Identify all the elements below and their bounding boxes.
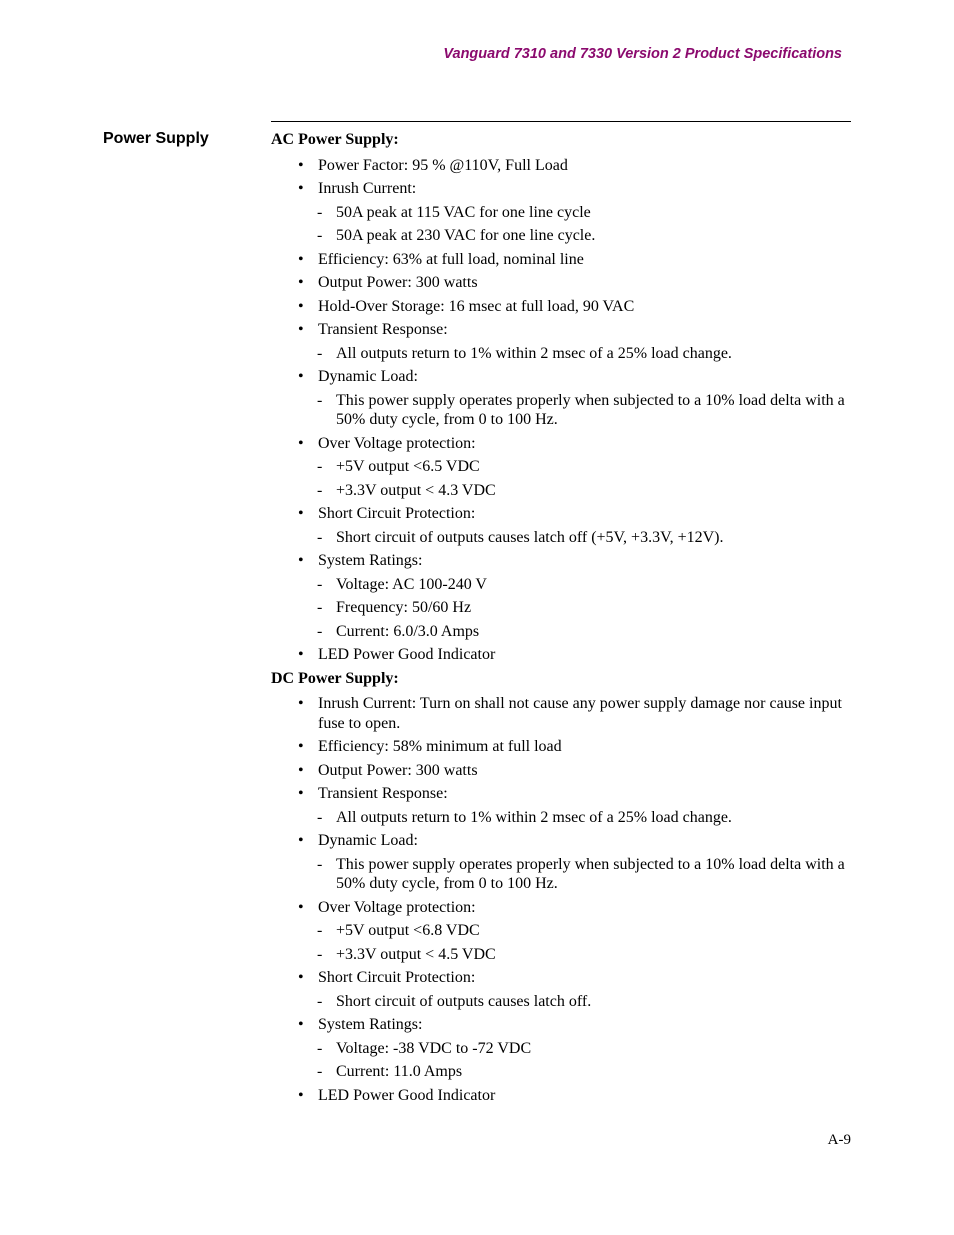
running-header-title: Vanguard 7310 and 7330 Version 2 Product Specifications (443, 46, 842, 62)
spec-subitem (271, 808, 851, 828)
spec-item-row (271, 968, 851, 988)
bullet-icon: • (298, 505, 304, 522)
spec-item-text: Hold-Over Storage: 16 msec at full load, 90 VAC (318, 297, 635, 315)
dash-icon: - (317, 599, 323, 616)
spec-item (271, 504, 851, 547)
spec-sublist (271, 344, 851, 364)
section-label: Power Supply (103, 130, 209, 147)
spec-item (271, 737, 851, 757)
spec-sublist (271, 457, 851, 500)
bullet-icon: • (298, 785, 304, 802)
spec-item (271, 434, 851, 501)
dash-icon: - (317, 528, 323, 546)
spec-item (271, 179, 851, 246)
spec-item (271, 1086, 851, 1106)
spec-item (271, 320, 851, 363)
bullet-icon: • (298, 898, 304, 916)
spec-subitem (271, 391, 851, 430)
spec-item (271, 551, 851, 641)
spec-subitem (271, 457, 851, 477)
spec-subitem-text: All outputs return to 1% within 2 msec of a 25% load change. (336, 808, 732, 826)
spec-subitem-text: This power supply operates properly when subjected to a 10% load delta with a 50% duty cycle, from 0 to 100 Hz. (336, 855, 845, 892)
spec-sublist (271, 992, 851, 1012)
bullet-icon: • (298, 250, 304, 268)
spec-item-text: Over Voltage protection: (318, 434, 476, 452)
spec-item-row (271, 179, 851, 199)
spec-item-text: LED Power Good Indicator (318, 646, 496, 663)
dash-icon: - (317, 808, 323, 826)
spec-item-text: Over Voltage protection: (318, 898, 476, 916)
spec-item (271, 831, 851, 894)
dash-icon: - (317, 922, 323, 939)
dash-icon: - (317, 203, 323, 221)
dc-spec-list (271, 694, 851, 1105)
page-number: A-9 (827, 1132, 851, 1148)
spec-item (271, 297, 851, 317)
spec-sublist (271, 528, 851, 548)
spec-subitem-text: +5V output <6.5 VDC (336, 458, 480, 475)
bullet-icon: • (298, 761, 304, 779)
spec-subitem (271, 203, 851, 223)
spec-item (271, 367, 851, 430)
dash-icon: - (317, 481, 323, 499)
bullet-icon: • (298, 368, 304, 385)
spec-subitem (271, 945, 851, 965)
spec-subitem (271, 1062, 851, 1082)
bullet-icon: • (298, 321, 304, 338)
spec-sublist (271, 575, 851, 642)
bullet-icon: • (298, 297, 304, 315)
spec-item (271, 784, 851, 827)
spec-subitem (271, 575, 851, 595)
bullet-icon: • (298, 156, 304, 174)
spec-item-text: Short Circuit Protection: (318, 505, 476, 522)
bullet-icon: • (298, 969, 304, 986)
spec-subitem (271, 855, 851, 894)
spec-item (271, 156, 851, 176)
spec-item-row (271, 1015, 851, 1035)
spec-subitem-text: +3.3V output < 4.5 VDC (336, 945, 496, 963)
spec-item-row (271, 297, 851, 317)
spec-sublist (271, 391, 851, 430)
spec-item-row (271, 250, 851, 270)
spec-item-text: Inrush Current: (318, 180, 417, 197)
spec-item-row (271, 320, 851, 340)
spec-subitem-text: Current: 11.0 Amps (336, 1063, 463, 1080)
spec-item-text: Output Power: 300 watts (318, 761, 478, 779)
spec-item (271, 273, 851, 293)
spec-subitem (271, 622, 851, 642)
dash-icon: - (317, 1063, 323, 1080)
spec-item-row (271, 1086, 851, 1106)
bullet-icon: • (298, 552, 304, 569)
spec-item-text: Efficiency: 58% minimum at full load (318, 738, 562, 755)
spec-subitem (271, 992, 851, 1012)
spec-item-row (271, 898, 851, 918)
spec-subitem (271, 921, 851, 941)
spec-subitem-text: Short circuit of outputs causes latch off (+5V, +3.3V, +12V). (336, 528, 724, 546)
spec-subitem (271, 481, 851, 501)
bullet-icon: • (298, 695, 304, 712)
spec-item-row (271, 551, 851, 571)
spec-content (271, 130, 851, 1109)
spec-sublist (271, 921, 851, 964)
bullet-icon: • (298, 1016, 304, 1033)
dash-icon: - (317, 622, 323, 640)
spec-item (271, 694, 851, 733)
spec-item (271, 645, 851, 665)
spec-item (271, 968, 851, 1011)
spec-subitem-text: Frequency: 50/60 Hz (336, 599, 472, 616)
spec-item-text: Transient Response: (318, 785, 448, 802)
spec-subitem-text: +3.3V output < 4.3 VDC (336, 481, 496, 499)
dash-icon: - (317, 391, 323, 409)
spec-item (271, 250, 851, 270)
spec-sublist (271, 1039, 851, 1082)
spec-item-row (271, 434, 851, 454)
spec-item (271, 1015, 851, 1082)
spec-subitem (271, 598, 851, 618)
spec-item-row (271, 504, 851, 524)
ac-spec-list (271, 156, 851, 665)
dash-icon: - (317, 945, 323, 963)
bullet-icon: • (298, 1086, 304, 1104)
spec-item-text: Short Circuit Protection: (318, 969, 476, 986)
spec-item-text: Transient Response: (318, 321, 448, 338)
spec-subitem-text: 50A peak at 115 VAC for one line cycle (336, 203, 591, 221)
spec-item-row (271, 784, 851, 804)
spec-subitem-text: Short circuit of outputs causes latch off. (336, 992, 592, 1010)
spec-sublist (271, 808, 851, 828)
dash-icon: - (317, 575, 323, 593)
bullet-icon: • (298, 434, 304, 452)
spec-item-row (271, 831, 851, 851)
header-rule (271, 121, 851, 122)
spec-subitem-text: Current: 6.0/3.0 Amps (336, 622, 480, 640)
spec-item-row (271, 645, 851, 665)
dash-icon: - (317, 855, 323, 873)
dc-heading: DC Power Supply: (271, 669, 399, 687)
ac-heading: AC Power Supply: (271, 131, 399, 148)
spec-item-text: System Ratings: (318, 1016, 423, 1033)
spec-item-text: System Ratings: (318, 552, 423, 569)
spec-subitem (271, 528, 851, 548)
spec-item-row (271, 737, 851, 757)
spec-subitem-text: All outputs return to 1% within 2 msec of a 25% load change. (336, 344, 732, 362)
spec-item-text: Dynamic Load: (318, 832, 418, 849)
spec-subitem-text: Voltage: AC 100-240 V (336, 575, 487, 593)
dash-icon: - (317, 344, 323, 362)
spec-item (271, 761, 851, 781)
spec-subitem-text: Voltage: -38 VDC to -72 VDC (336, 1039, 532, 1057)
spec-item-row (271, 273, 851, 293)
spec-item-row (271, 761, 851, 781)
dash-icon: - (317, 458, 323, 475)
bullet-icon: • (298, 274, 304, 291)
spec-subitem (271, 344, 851, 364)
bullet-icon: • (298, 832, 304, 849)
spec-item-row (271, 694, 851, 733)
spec-item-text: Output Power: 300 watts (318, 274, 478, 291)
spec-item-text: Power Factor: 95 % @110V, Full Load (318, 156, 568, 174)
dash-icon: - (317, 992, 323, 1010)
spec-sublist (271, 855, 851, 894)
bullet-icon: • (298, 180, 304, 197)
spec-item-text: Efficiency: 63% at full load, nominal line (318, 250, 584, 268)
spec-subitem (271, 1039, 851, 1059)
spec-subitem (271, 226, 851, 246)
bullet-icon: • (298, 646, 304, 663)
spec-sublist (271, 203, 851, 246)
spec-subitem-text: 50A peak at 230 VAC for one line cycle. (336, 227, 596, 244)
bullet-icon: • (298, 738, 304, 755)
spec-item-text: Inrush Current: Turn on shall not cause any power supply damage nor cause input fuse to open. (318, 695, 842, 732)
spec-item-text: Dynamic Load: (318, 368, 418, 385)
spec-item-row (271, 156, 851, 176)
spec-item-row (271, 367, 851, 387)
spec-subitem-text: +5V output <6.8 VDC (336, 922, 480, 939)
spec-item (271, 898, 851, 965)
spec-subitem-text: This power supply operates properly when subjected to a 10% load delta with a 50% duty cycle, from 0 to 100 Hz. (336, 391, 845, 428)
dash-icon: - (317, 227, 323, 244)
spec-item-text: LED Power Good Indicator (318, 1086, 496, 1104)
dash-icon: - (317, 1039, 323, 1057)
